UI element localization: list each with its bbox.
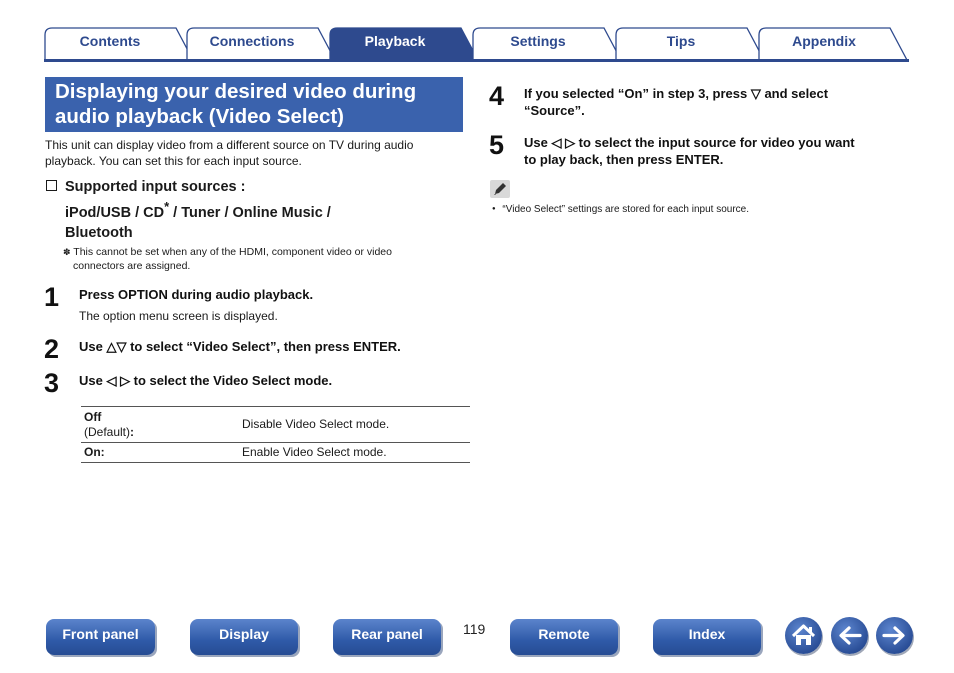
step-1-text: Press OPTION during audio playback. [79, 287, 314, 302]
tab-connections[interactable] [186, 27, 336, 60]
option-value: Disable Video Select mode. [242, 417, 390, 431]
step-5-line-1: Use ◁ ▷ to select the input source for video you want [524, 135, 855, 150]
button-label: Front panel [62, 626, 139, 642]
option-key [81, 407, 239, 443]
tab-label: Contents [79, 33, 141, 49]
option-key-sub: (Default) [84, 424, 131, 439]
remote-button[interactable] [510, 619, 618, 655]
tab-label: Tips [666, 33, 696, 49]
checkbox-bullet-icon [46, 180, 57, 191]
options-table [81, 406, 470, 463]
supported-sources [65, 177, 331, 243]
tab-underline [44, 59, 909, 62]
option-key-name: On: [84, 445, 105, 459]
step-number: 4 [489, 81, 504, 111]
tab-playback[interactable] [329, 27, 479, 60]
footnote-line-2: connectors are assigned. [73, 260, 191, 272]
option-key [81, 443, 239, 463]
intro-line-1: This unit can display video from a different source on TV during audio [45, 138, 414, 152]
supported-line-2b: / Tuner / Online Music / [169, 204, 331, 221]
button-label: Display [219, 626, 269, 642]
tab-appendix[interactable] [758, 27, 908, 60]
arrow-right-icon [876, 617, 913, 654]
display-button[interactable] [190, 619, 298, 655]
note-bullet: ● [492, 206, 496, 212]
step-5-text [524, 134, 855, 168]
step-5-line-2: to play back, then press ENTER. [524, 152, 724, 167]
rear-panel-button[interactable] [333, 619, 441, 655]
button-label: Remote [538, 626, 590, 642]
pencil-icon [490, 180, 510, 198]
forward-button[interactable] [876, 617, 913, 654]
supported-line-2: iPod/USB / CD [65, 204, 165, 221]
step-number: 3 [44, 368, 59, 398]
arrow-left-icon [831, 617, 868, 654]
step-4-text [524, 85, 828, 119]
page-title [55, 79, 455, 129]
table-row [81, 443, 470, 463]
intro-line-2: playback. You can set this for each input source. [45, 154, 302, 168]
footnote [63, 245, 392, 273]
button-label: Rear panel [351, 626, 423, 642]
tab-tips[interactable] [615, 27, 765, 60]
tab-label: Settings [510, 33, 566, 49]
tab-label: Appendix [792, 33, 856, 49]
step-1-subtext: The option menu screen is displayed. [79, 309, 278, 323]
note-line: “Video Select” settings are stored for each input source. [502, 204, 750, 215]
tab-label: Connections [209, 33, 295, 49]
home-button[interactable] [785, 617, 822, 654]
footnote-line-1: This cannot be set when any of the HDMI, component video or video [73, 246, 392, 258]
step-number: 2 [44, 334, 59, 364]
top-tab-bar [44, 27, 908, 61]
table-row [81, 407, 470, 443]
step-number: 1 [44, 282, 59, 312]
title-line-2: audio playback (Video Select) [55, 105, 344, 128]
option-key-name: Off [84, 409, 102, 424]
back-button[interactable] [831, 617, 868, 654]
step-3-text: Use ◁ ▷ to select the Video Select mode. [79, 373, 333, 388]
index-button[interactable] [653, 619, 761, 655]
step-2-text: Use △▽ to select “Video Select”, then press ENTER. [79, 339, 401, 354]
home-icon [785, 617, 822, 654]
title-line-1: Displaying your desired video during [55, 80, 417, 103]
step-4-line-1: If you selected “On” in step 3, press ▽ and select [524, 86, 829, 101]
step-4-line-2: “Source”. [524, 103, 585, 118]
tab-contents[interactable] [44, 27, 194, 60]
option-value: Enable Video Select mode. [242, 445, 387, 459]
supported-heading: Supported input sources : [65, 179, 246, 195]
footnote-mark: ✽ [63, 247, 71, 257]
step-number: 5 [489, 130, 504, 160]
tab-label: Playback [364, 33, 426, 49]
button-label: Index [688, 626, 726, 642]
option-key-colon: : [130, 424, 135, 439]
section-title-box [45, 77, 463, 132]
intro-paragraph [45, 137, 413, 169]
note-text [492, 202, 749, 217]
asterisk-mark: * [164, 199, 170, 214]
tab-settings[interactable] [472, 27, 622, 60]
front-panel-button[interactable] [46, 619, 155, 655]
page-number: 119 [463, 621, 486, 637]
supported-line-3: Bluetooth [65, 224, 133, 241]
